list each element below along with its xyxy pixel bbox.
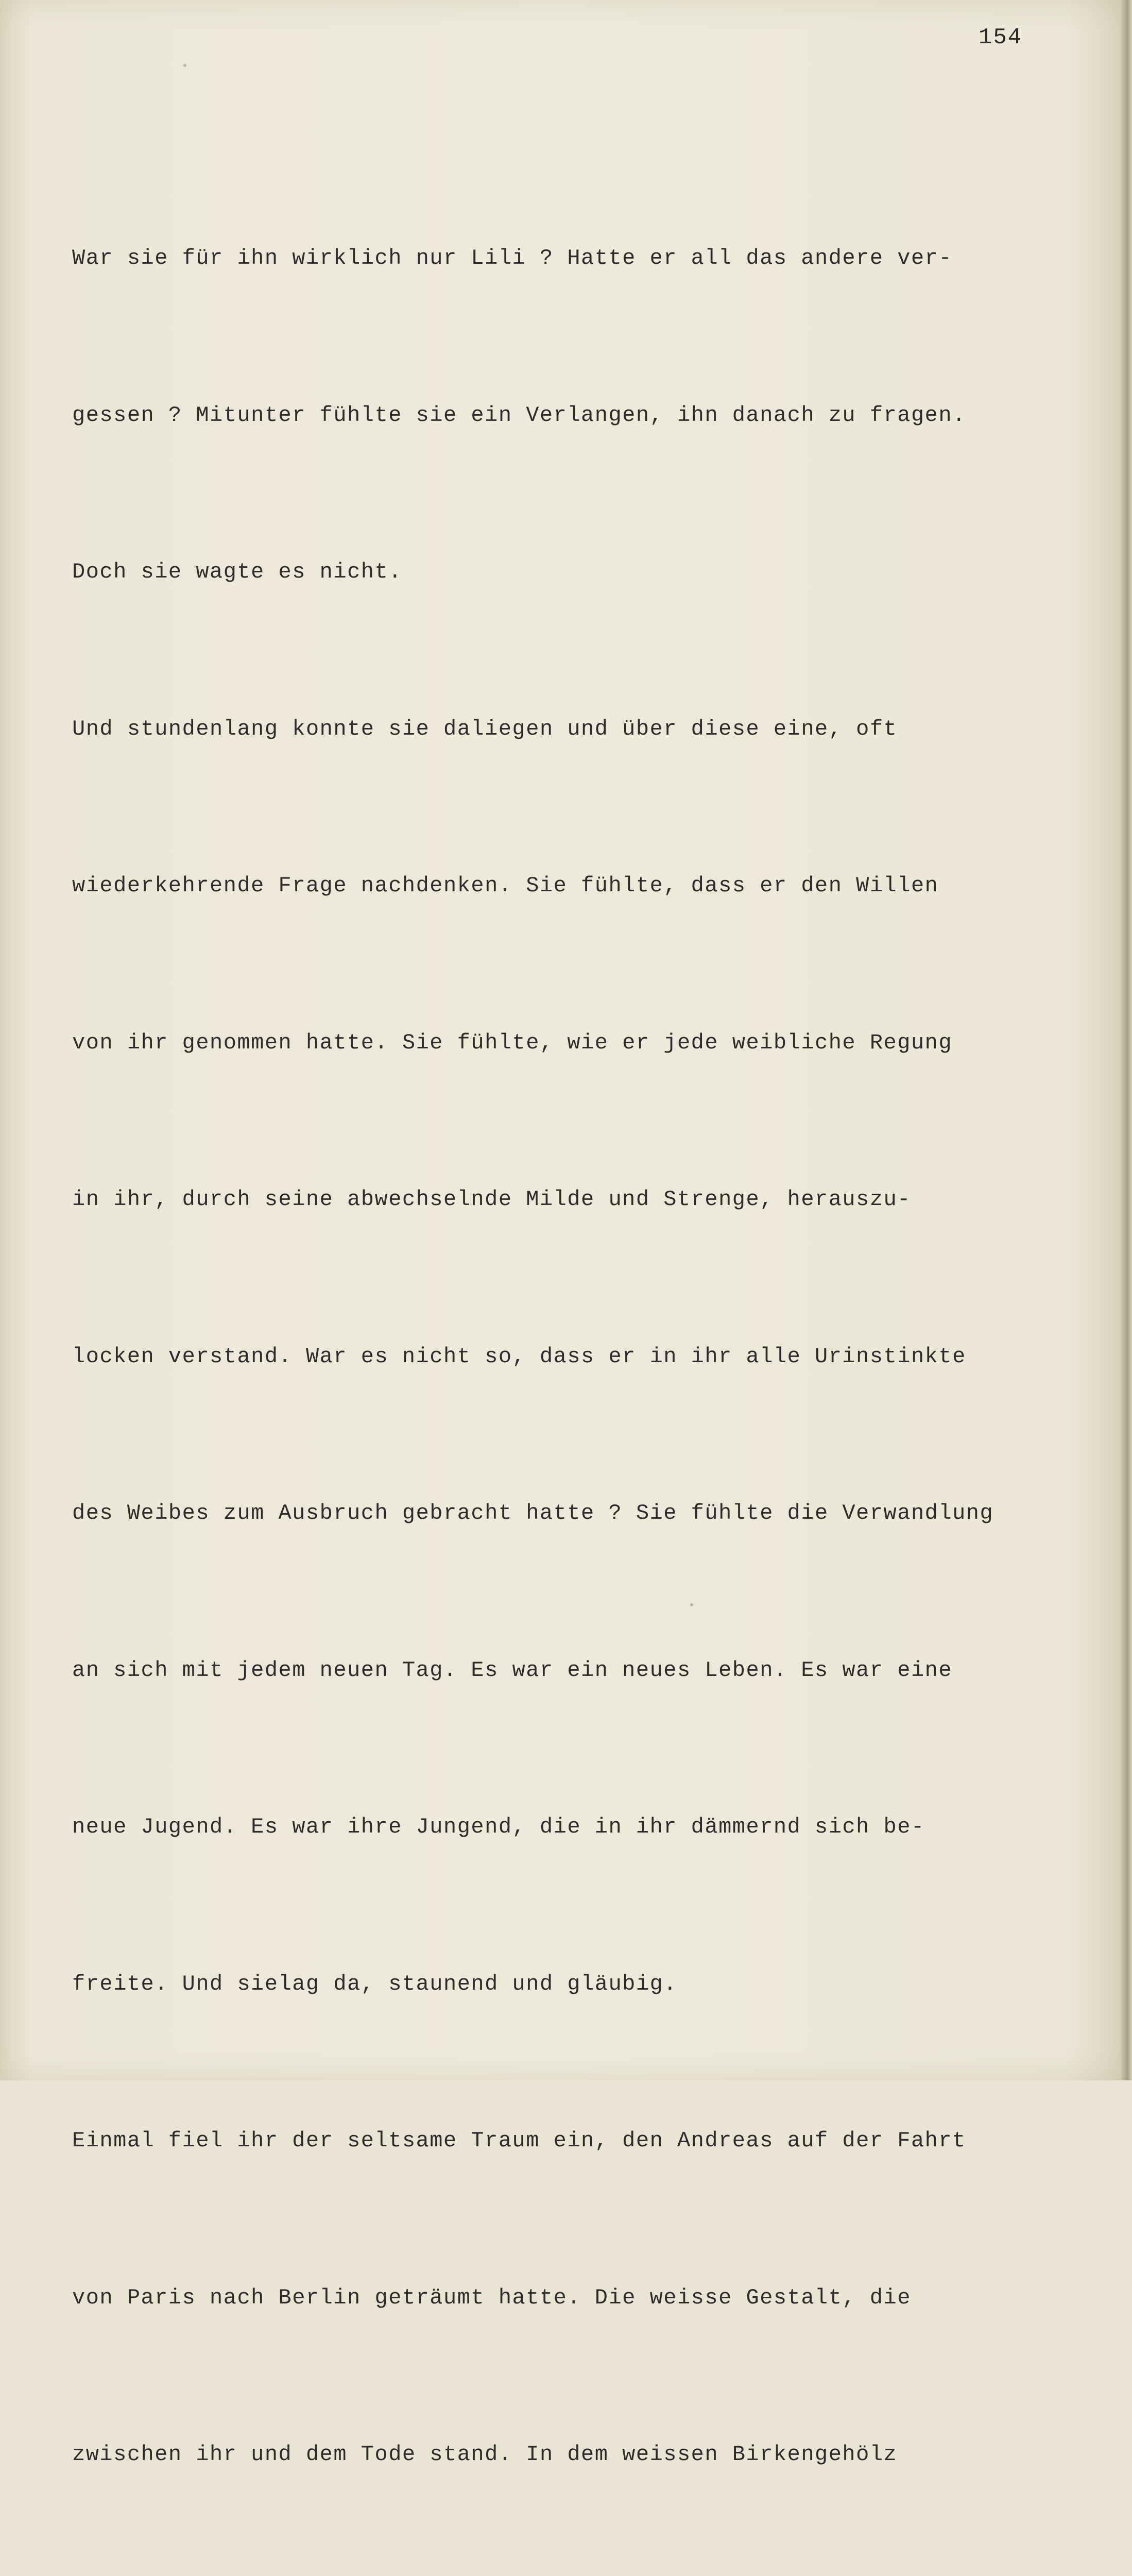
text-line: locken verstand. War es nicht so, dass er in ihr alle Urinstinkte — [72, 1344, 966, 1369]
text-line: an sich mit jedem neuen Tag. Es war ein neues Leben. Es war eine — [72, 1657, 953, 1683]
body-text — [72, 128, 1118, 2576]
text-line: War sie für ihn wirklich nur Lili ? Hatte er all das andere ver- — [72, 246, 953, 270]
paper-speck — [690, 1603, 693, 1606]
text-line: Einmal fiel ihr der seltsame Traum ein, den Andreas auf der Fahrt — [72, 2128, 966, 2153]
text-line: gessen ? Mitunter fühlte sie ein Verlangen, ihn danach zu fragen. — [72, 402, 966, 428]
text-line: von Paris nach Berlin geträumt hatte. Die weisse Gestalt, die — [72, 2285, 911, 2310]
text-line: Doch sie wagte es nicht. — [72, 560, 402, 584]
text-line: in ihr, durch seine abwechselnde Milde und Strenge, herauszu- — [72, 1187, 911, 1212]
text-line: von ihr genommen hatte. Sie fühlte, wie er jede weibliche Regung — [72, 1030, 953, 1055]
text-line: Und stundenlang konnte sie daliegen und über diese eine, oft — [72, 716, 898, 741]
page-edge — [1121, 0, 1132, 2080]
paper-speck — [183, 64, 186, 67]
text-line: freite. Und sielag da, staunend und gläubig. — [72, 1971, 677, 1996]
text-line: des Weibes zum Ausbruch gebracht hatte ? Sie fühlte die Verwandlung — [72, 1501, 994, 1526]
text-line: neue Jugend. Es war ihre Jungend, die in ihr dämmernd sich be- — [72, 1815, 925, 1839]
text-line: wiederkehrende Frage nachdenken. Sie fühlte, dass er den Willen — [72, 873, 939, 898]
page-number: 154 — [979, 25, 1023, 50]
text-line: zwischen ihr und dem Tode stand. In dem weissen Birkengehölz — [72, 2442, 898, 2467]
